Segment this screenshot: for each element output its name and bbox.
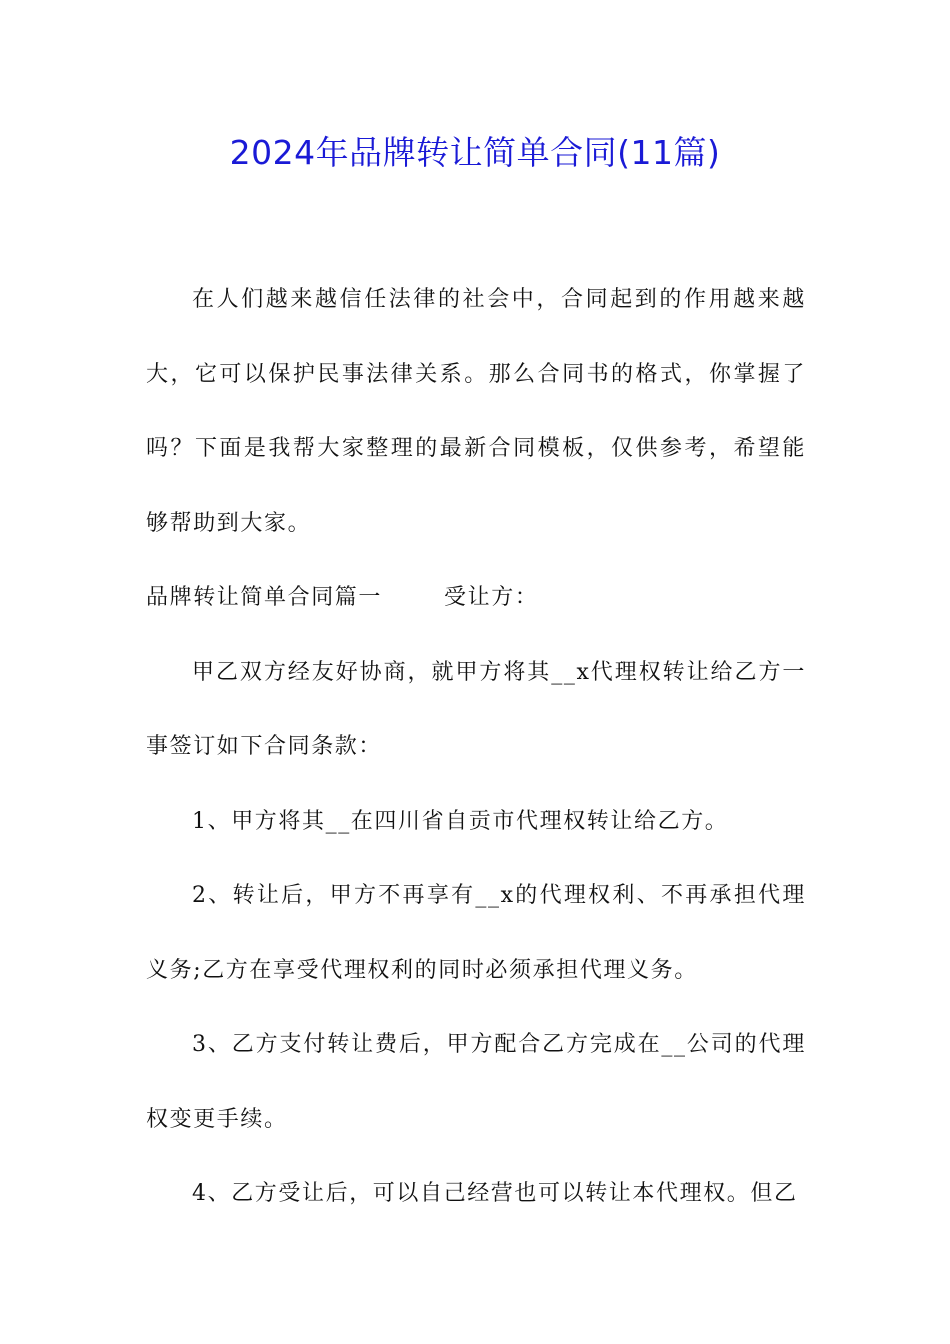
clause-1: 1、甲方将其__在四川省自贡市代理权转让给乙方。	[192, 808, 729, 834]
document-title: 2024年品牌转让简单合同(11篇)	[229, 133, 721, 172]
preamble-paragraph: 甲乙双方经友好协商，就甲方将其__x代理权转让给乙方一事签订如下合同条款：	[146, 659, 806, 759]
intro-paragraph: 在人们越来越信任法律的社会中，合同起到的作用越来越大，它可以保护民事法律关系。那么合同书的格式，你掌握了吗？下面是我帮大家整理的最新合同模板，仅供参考，希望能够帮助到大家。	[146, 287, 806, 536]
section-heading: 品牌转让简单合同篇一	[146, 585, 383, 610]
party-label: 受让方：	[444, 585, 539, 610]
section-heading-line	[146, 561, 806, 636]
clause-2: 2、转让后，甲方不再享有__x的代理权利、不再承担代理义务;乙方在享受代理权利的同时必须承担代理义务。	[146, 883, 806, 983]
document-body	[146, 263, 806, 1232]
clause-3: 3、乙方支付转让费后，甲方配合乙方完成在__公司的代理权变更手续。	[146, 1032, 806, 1132]
clause-4: 4、乙方受让后，可以自己经营也可以转让本代理权。但乙	[192, 1181, 798, 1206]
